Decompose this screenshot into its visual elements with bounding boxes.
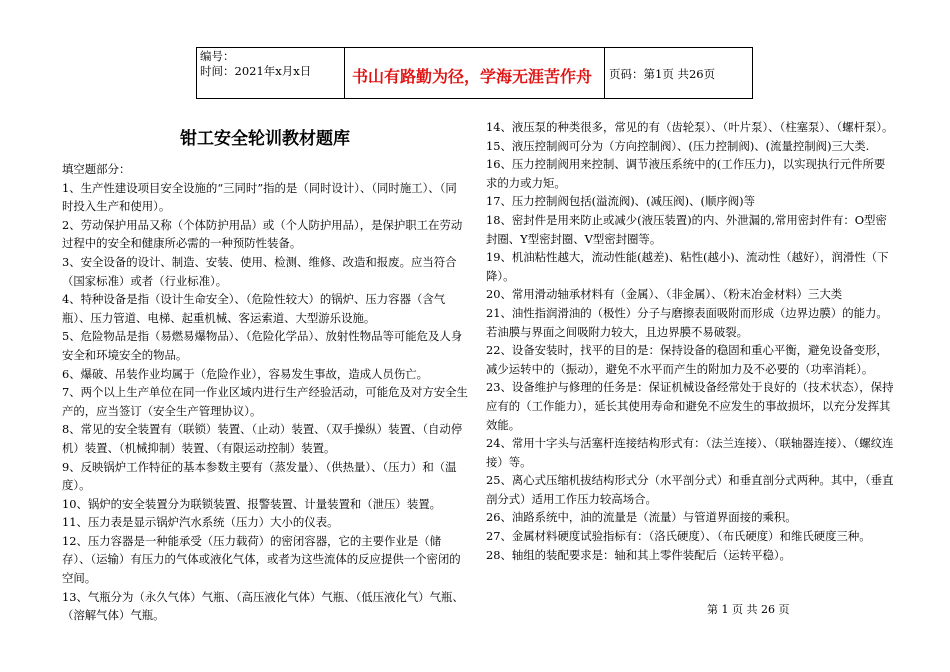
question-item: 7、两个以上生产单位在同一作业区域内进行生产经验活动，可能危及对方安全生产的，应当签订（安全生产管理协议）。: [62, 385, 468, 418]
question-item: 18、密封件是用来防止或减少(液压装置)的内、外泄漏的,常用密封件有：O型密封圈、Y型密封圈、V型密封圈等。: [486, 212, 887, 246]
code-label: 编号：: [200, 49, 235, 63]
question-item: 15、液压控制阀可分为（方向控制阀）、(压力控制阀)、(流量控制阀)三大类.: [486, 138, 870, 153]
question-item: 11、压力表是显示锅炉汽水系统（压力）大小的仪表。: [62, 515, 339, 530]
question-item: 27、金属材料硬度试验指标有：（洛氏硬度）、（布氏硬度）和维氏硬度三种。: [486, 529, 871, 544]
question-list-left: [62, 179, 468, 625]
question-item: 16、压力控制阀用来控制、调节液压系统中的(工作压力)，以实现执行元件所要求的力或力矩。: [486, 157, 886, 190]
question-item: 2、劳动保护用品又称（个体防护用品）或（个人防护用品），是保护职工在劳动过程中的安全和健康所必需的一种预防性装备。: [62, 217, 463, 251]
question-item: 17、压力控制阀包括(溢流阀)、(减压阀)、(顺序阀)等: [486, 194, 755, 209]
question-item: 23、设备维护与修理的任务是：保证机械设备经常处于良好的（技术状态），保持应有的（工作能力），延长其使用寿命和避免不应发生的事故损坏，以充分发挥其效能。: [486, 380, 894, 432]
question-item: 9、反映锅炉工作特征的基本参数主要有（蒸发量）、（供热量）、（压力）和（温度）。: [62, 459, 457, 493]
question-item: 28、轴组的装配要求是：轴和其上零件装配后（运转平稳）。: [486, 547, 791, 562]
question-item: 8、常见的安全装置有（联锁）装置、（止动）装置、（双手操纵）装置、（自动停机）装置、（机械抑制）装置、（有限运动控制）装置。: [62, 422, 463, 455]
question-item: 10、锅炉的安全装置分为联锁装置、报警装置、计量装置和（泄压）装置。: [62, 496, 441, 511]
question-item: 22、设备安装时，找平的目的是：保持设备的稳固和重心平衡，避免设备变形，减少运转中的（振动），避免不水平而产生的附加力及不必要的（功率消耗）。: [486, 343, 888, 376]
question-item: 12、压力容器是一种能承受（压力载荷）的密闭容器，它的主要作业是（储存）、（运输）有压力的气体或液化气体，或者为这些流体的反应提供一个密闭的空间。: [62, 533, 461, 586]
page-footer: 第 1 页 共 26 页: [707, 603, 790, 616]
document-title: 钳工安全轮训教材题库: [180, 129, 350, 149]
question-item: 6、爆破、吊装作业均属于（危险作业），容易发生事故，造成人员伤亡。: [62, 366, 429, 381]
question-list-right: [486, 118, 896, 564]
question-item: 25、离心式压缩机拔结构形式分（水平剖分式）和垂直剖分式两种。其中，（垂直剖分式）适用工作压力较高场合。: [486, 473, 894, 506]
question-item: 20、常用滑动轴承材料有（金属）、（非金属）、（粉末冶金材料）三大类: [486, 287, 843, 302]
header-top-rule: [196, 47, 753, 48]
document-header: [196, 47, 753, 99]
header-divider-2: [604, 47, 605, 99]
header-right-border: [752, 47, 753, 99]
header-bottom-rule: [196, 98, 753, 99]
section-label: 填空题部分：: [62, 162, 131, 176]
header-divider-1: [344, 47, 345, 99]
question-item: 24、常用十字头与活塞杆连接结构形式有：（法兰连接）、（联轴器连接）、（螺纹连接）等。: [486, 436, 894, 469]
question-item: 26、油路系统中，油的流量是（流量）与管道界面接的乘积。: [486, 510, 797, 525]
header-motto: 书山有路勤为径，学海无涯苦作舟: [352, 67, 593, 86]
header-meta: [200, 49, 311, 79]
question-item: 3、安全设备的设计、制造、安装、使用、检测、维修、改造和报废。应当符合（国家标准）或者（行业标准）。: [62, 254, 457, 288]
left-column: [62, 118, 468, 625]
question-item: 4、特种设备是指（设计生命安全）、（危险性较大）的锅炉、压力容器（含气瓶）、压力管道、电梯、起重机械、客运索道、大型游乐设施。: [62, 292, 446, 325]
question-item: 5、危险物品是指（易燃易爆物品）、（危险化学品）、放射性物品等可能危及人身安全和环境安全的物品。: [62, 329, 463, 362]
question-item: 19、机油粘性越大，流动性能(越差)、粘性(越小)、流动性（越好），润滑性（下降）。: [486, 250, 889, 283]
right-column: [486, 118, 896, 564]
header-left-border: [196, 47, 197, 99]
time-label: 时间：2021年x月x日: [200, 64, 312, 78]
question-item: 14、液压泵的种类很多，常见的有（齿轮泵）、（叶片泵）、（柱塞泵）、（螺杆泵）。: [486, 120, 894, 134]
header-page-number: 页码：第1页 共26页: [609, 67, 716, 81]
question-item: 1、生产性建设项目安全设施的“三同时”指的是（同时设计）、（同时施工）、（同时投入生产和使用）。: [62, 180, 457, 214]
question-item: 13、气瓶分为（永久气体）气瓶、（高压液化气体）气瓶、（低压液化气）气瓶、（溶解气体）气瓶。: [62, 589, 464, 623]
question-item: 21、油性指润滑油的（极性）分子与磨擦表面吸附而形成（边界边膜）的能力。若油膜与界面之间吸附力较大，且边界膜不易破裂。: [486, 305, 888, 339]
